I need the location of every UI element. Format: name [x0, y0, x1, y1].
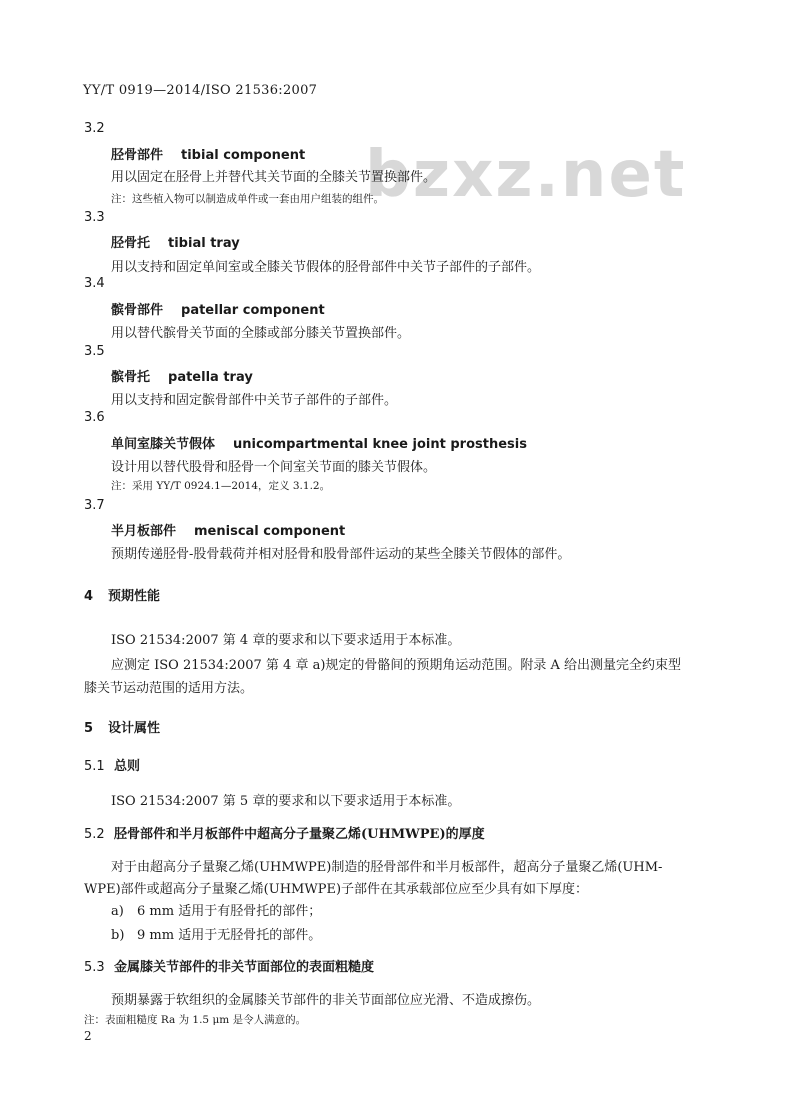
term-en: meniscal component: [194, 524, 346, 539]
list-item-key: b): [111, 928, 125, 943]
section-paragraph: 预期暴露于软组织的金属膝关节部件的非关节面部位应光滑、不造成擦伤。: [111, 993, 541, 1008]
term-note: 注：采用 YY/T 0924.1—2014，定义 3.1.2。: [111, 480, 331, 492]
clause-number: 3.6: [84, 410, 105, 425]
term-note: 注：这些植入物可以制造成单件或一套由用户组装的组件。: [111, 193, 384, 205]
section-paragraph: ISO 21534:2007 第 5 章的要求和以下要求适用于本标准。: [111, 794, 461, 809]
term-en: patellar component: [181, 303, 325, 318]
term-heading: [111, 433, 527, 452]
section-note: 注：表面粗糙度 Ra 为 1.5 μm 是令人满意的。: [84, 1014, 307, 1026]
term-heading: [111, 520, 345, 539]
subsection-number: 5.3: [84, 960, 105, 975]
term-zh: 髌骨托: [111, 370, 151, 385]
subsection-number: 5.2: [84, 827, 105, 842]
term-zh: 胫骨托: [111, 236, 151, 251]
section-title: 设计属性: [108, 721, 161, 736]
term-definition: 用以固定在胫骨上并替代其关节面的全膝关节置换部件。: [111, 170, 437, 185]
list-item-key: a): [111, 904, 124, 919]
term-heading: [111, 366, 253, 385]
term-heading: [111, 232, 240, 251]
subsection-heading: [84, 956, 374, 975]
term-en: tibial tray: [168, 236, 240, 251]
subsection-heading: [84, 823, 485, 842]
subsection-number: 5.1: [84, 759, 105, 774]
subsection-title: 金属膝关节部件的非关节面部位的表面粗糙度: [114, 960, 375, 975]
term-definition: 用以替代髌骨关节面的全膝或部分膝关节置换部件。: [111, 326, 411, 341]
term-en: patella tray: [168, 370, 253, 385]
subsection-heading: [84, 755, 140, 774]
list-item: [111, 900, 321, 919]
list-item-text: 9 mm 适用于无胫骨托的部件。: [137, 928, 322, 943]
term-definition: 用以支持和固定髌骨部件中关节子部件的子部件。: [111, 393, 398, 408]
section-title: 预期性能: [108, 589, 161, 604]
section-number: 4: [84, 589, 94, 604]
section-paragraph-continued: WPE)部件或超高分子量聚乙烯(UHMWPE)子部件在其承载部位应至少具有如下厚度：: [84, 882, 589, 897]
term-en: tibial component: [181, 148, 306, 163]
clause-number: 3.5: [84, 344, 105, 359]
subsection-title: 总则: [114, 759, 141, 774]
term-heading: [111, 144, 305, 163]
term-definition: 设计用以替代股骨和胫骨一个间室关节面的膝关节假体。: [111, 460, 437, 475]
section-heading: [84, 585, 160, 604]
section-heading: [84, 717, 160, 736]
clause-number: 3.2: [84, 121, 105, 136]
watermark-text: bzxz.net: [365, 138, 687, 212]
page-number: 2: [84, 1029, 92, 1043]
term-zh: 单间室膝关节假体: [111, 437, 216, 452]
subsection-title: 胫骨部件和半月板部件中超高分子量聚乙烯(UHMWPE)的厚度: [114, 827, 485, 842]
section-paragraph-continued: 膝关节运动范围的适用方法。: [84, 681, 254, 696]
clause-number: 3.3: [84, 210, 105, 225]
list-item-text: 6 mm 适用于有胫骨托的部件；: [137, 904, 322, 919]
term-en: unicompartmental knee joint prosthesis: [233, 437, 527, 452]
term-heading: [111, 299, 325, 318]
term-zh: 胫骨部件: [111, 148, 164, 163]
section-paragraph: 对于由超高分子量聚乙烯(UHMWPE)制造的胫骨部件和半月板部件，超高分子量聚乙烯(UHM-: [111, 860, 663, 875]
term-definition: 预期传递胫骨-股骨载荷并相对胫骨和股骨部件运动的某些全膝关节假体的部件。: [111, 547, 571, 562]
clause-number: 3.7: [84, 498, 105, 513]
term-zh: 半月板部件: [111, 524, 177, 539]
term-definition: 用以支持和固定单间室或全膝关节假体的胫骨部件中关节子部件的子部件。: [111, 260, 541, 275]
standard-code-header: YY/T 0919—2014/ISO 21536:2007: [83, 83, 318, 98]
term-zh: 髌骨部件: [111, 303, 164, 318]
clause-number: 3.4: [84, 276, 105, 291]
section-paragraph: 应测定 ISO 21534:2007 第 4 章 a)规定的骨骼间的预期角运动范围。附录 A 给出测量完全约束型: [111, 658, 682, 673]
section-number: 5: [84, 721, 94, 736]
list-item: [111, 924, 321, 943]
section-paragraph: ISO 21534:2007 第 4 章的要求和以下要求适用于本标准。: [111, 633, 461, 648]
